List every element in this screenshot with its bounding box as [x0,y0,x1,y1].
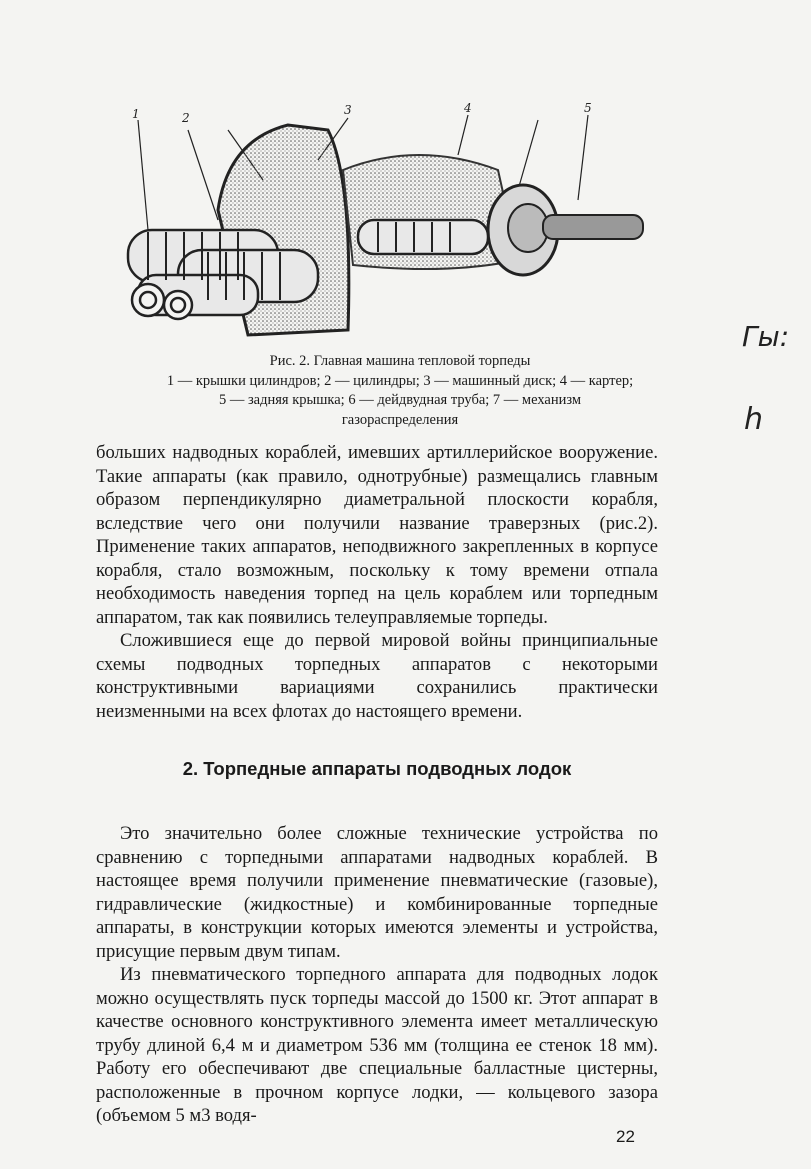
page-number: 22 [616,1127,635,1146]
svg-text:4: 4 [464,101,472,115]
paragraph-3: Это значительно более сложные технические устройства по сравнению с торпедными аппаратами надводных кораблей. В настоящее время получили применение пневматические (газовые), гидравлические (жидкостные) и комбинированные торпедные аппараты, в конструкции которых имеются элементы и устройства, присущие первым двум типам. [96,823,658,962]
svg-text:5: 5 [584,101,592,115]
paragraph-4: Из пневматического торпедного аппарата для подводных лодок можно осуществлять пуск торпеды массой до 1500 кг. Этот аппарат в качестве основного конструктивного элемента имеет металлическую трубу длиной 6,4 м и диаметром 536 мм (толщина ее стенок 18 мм). Работу его обеспечивают две специальные балластные цистерны, расположенные в прочном корпусе лодки, — кольцевого зазора (объемом 5 м3 водя- [96,964,658,1126]
caption-legend-line-2: 5 — задняя крышка; 6 — дейдвудная труба; 7 — механизм [218,392,582,408]
section-heading: 2. Торпедные аппараты подводных лодок [182,758,572,779]
text-block-upper [96,441,658,723]
handwritten-note-2: h [744,402,764,437]
text-block-lower [96,822,658,1128]
handwritten-note-1: Гы: [742,320,790,353]
figure-caption [100,352,700,430]
torpedo-engine-figure [118,100,654,350]
paragraph-2: Сложившиеся еще до первой мировой войны принципиальные схемы подводных торпедных аппаратов с некоторыми конструктивными вариациями сохранились практически неизменными на всех флотах до настоящего времени. [96,630,658,722]
svg-text:3: 3 [344,103,352,117]
engine-illustration [118,100,654,350]
caption-legend-line-3: газораспределения [341,411,459,428]
paragraph-1: больших надводных кораблей, имевших артиллерийское вооружение. Такие аппараты (как правило, однотрубные) размещались главным образом перпендикулярно диаметральной плоскости корабля, вследствие чего они получили название траверзных (рис.2). Применение таких аппаратов, неподвижного закрепленных в корпусе корабля, стало возможным, поскольку к тому времени отпала необходимость наведения торпед на цель кораблем или торпедным аппаратом, так как появились телеуправляемые торпеды. [96,442,658,628]
caption-title: Рис. 2. Главная машина тепловой торпеды [269,353,531,369]
svg-text:2: 2 [182,111,190,125]
caption-legend-line-1: 1 — крышки цилиндров; 2 — цилиндры; 3 — машинный диск; 4 — картер; [166,372,634,389]
svg-text:1: 1 [132,107,140,121]
